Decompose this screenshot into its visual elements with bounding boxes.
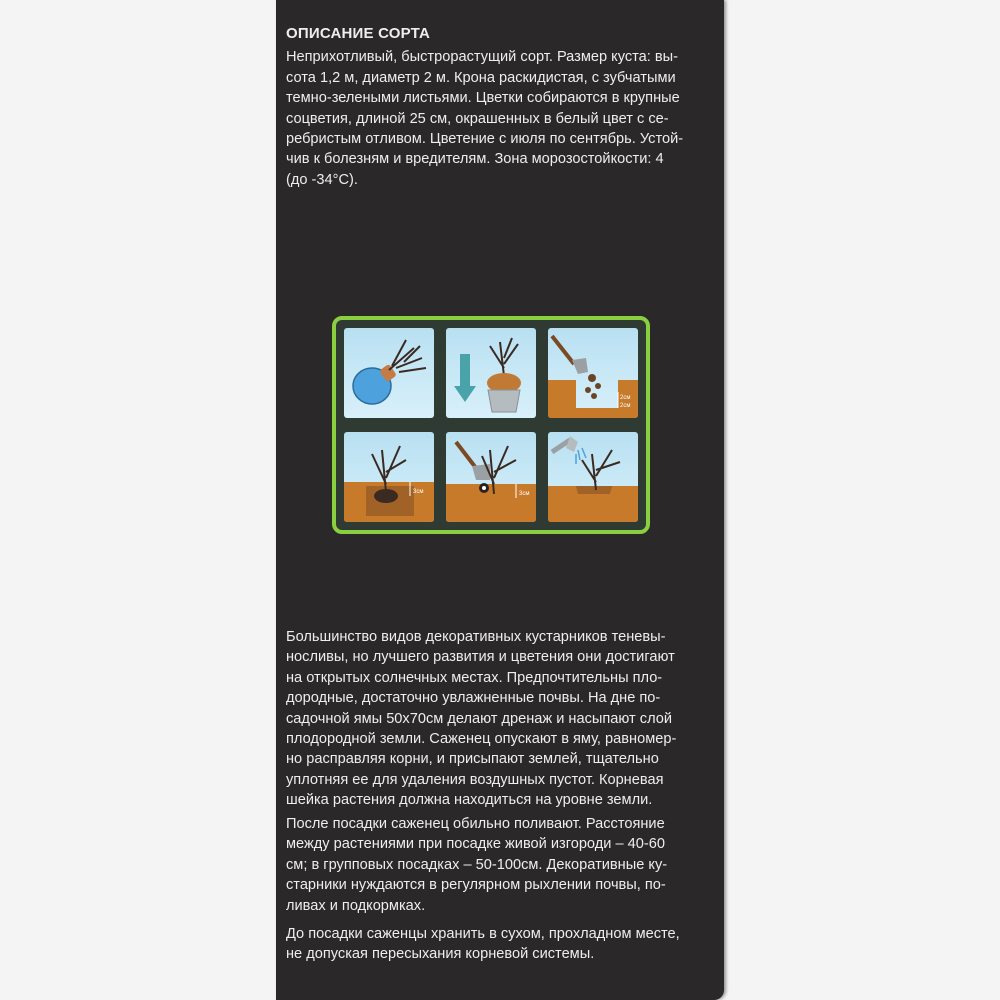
- text-line: ребристым отливом. Цветение с июля по сентябрь. Устой-: [286, 131, 684, 148]
- text-line: После посадки саженец обильно поливают. Расстояние: [286, 816, 665, 832]
- text-line: (до -34°С).: [286, 171, 358, 188]
- text-line: шейка растения должна находиться на уровне земли.: [286, 792, 653, 809]
- text-line: не допуская пересыхания корневой системы.: [286, 946, 595, 963]
- text-line: Неприхотливый, быстрорастущий сорт. Размер куста: вы-: [286, 49, 678, 66]
- text-line: До посадки саженцы хранить в сухом, прохладном месте,: [286, 926, 680, 942]
- text-line: старники нуждаются в регулярном рыхлении почвы, по-: [286, 877, 666, 894]
- text-line: уплотняя ее для удаления воздушных пустот. Корневая: [286, 771, 664, 788]
- care-paragraph-2: [286, 814, 710, 916]
- step-6-water: [548, 432, 638, 522]
- step-3-dig-hole: [548, 328, 638, 418]
- text-line: дородные, достаточно увлажненные почвы. На дне по-: [286, 690, 661, 707]
- planting-steps-illustration: [332, 316, 650, 534]
- text-line: чив к болезням и вредителям. Зона морозостойкости: 4: [286, 151, 664, 168]
- depth-label: 2см: [620, 403, 631, 409]
- care-paragraph-1: [286, 627, 710, 811]
- text-line: носливы, но лучшего развития и цветения они достигают: [286, 649, 675, 666]
- text-line: садочной ямы 50х70см делают дренаж и насыпают слой: [286, 710, 673, 727]
- text-line: темно-зелеными листьями. Цветки собираются в крупные: [286, 90, 680, 107]
- text-line: на открытых солнечных местах. Предпочтительны пло-: [286, 669, 663, 686]
- package-panel: [276, 0, 724, 1000]
- depth-label: 3см: [413, 489, 424, 495]
- text-line: между растениями при посадке живой изгороди – 40-60: [286, 836, 665, 853]
- variety-description: [286, 24, 710, 190]
- text-line: см; в групповых посадках – 50-100см. Декоративные ку-: [286, 856, 668, 873]
- step-1-soak-roots: [344, 328, 434, 418]
- text-line: плодородной земли. Саженец опускают в яму, равномер-: [286, 731, 677, 748]
- storage-note: [286, 924, 710, 965]
- text-line: ливах и подкормках.: [286, 897, 426, 914]
- text-line: Большинство видов декоративных кустарников теневы-: [286, 629, 666, 645]
- text-line: но расправляя корни, и присыпают землей, тщательно: [286, 751, 659, 768]
- step-5-backfill: [446, 432, 536, 522]
- step-2-remove-pot: [446, 328, 536, 418]
- text-line: соцветия, длиной 25 см, окрашенных в белый цвет с се-: [286, 110, 669, 127]
- depth-label: 2см: [620, 395, 631, 401]
- step-4-place-seedling: [344, 432, 434, 522]
- text-line: сота 1,2 м, диаметр 2 м. Крона раскидистая, с зубчатыми: [286, 69, 676, 86]
- depth-label: 3см: [519, 491, 530, 497]
- section-title: ОПИСАНИЕ СОРТА: [286, 25, 431, 42]
